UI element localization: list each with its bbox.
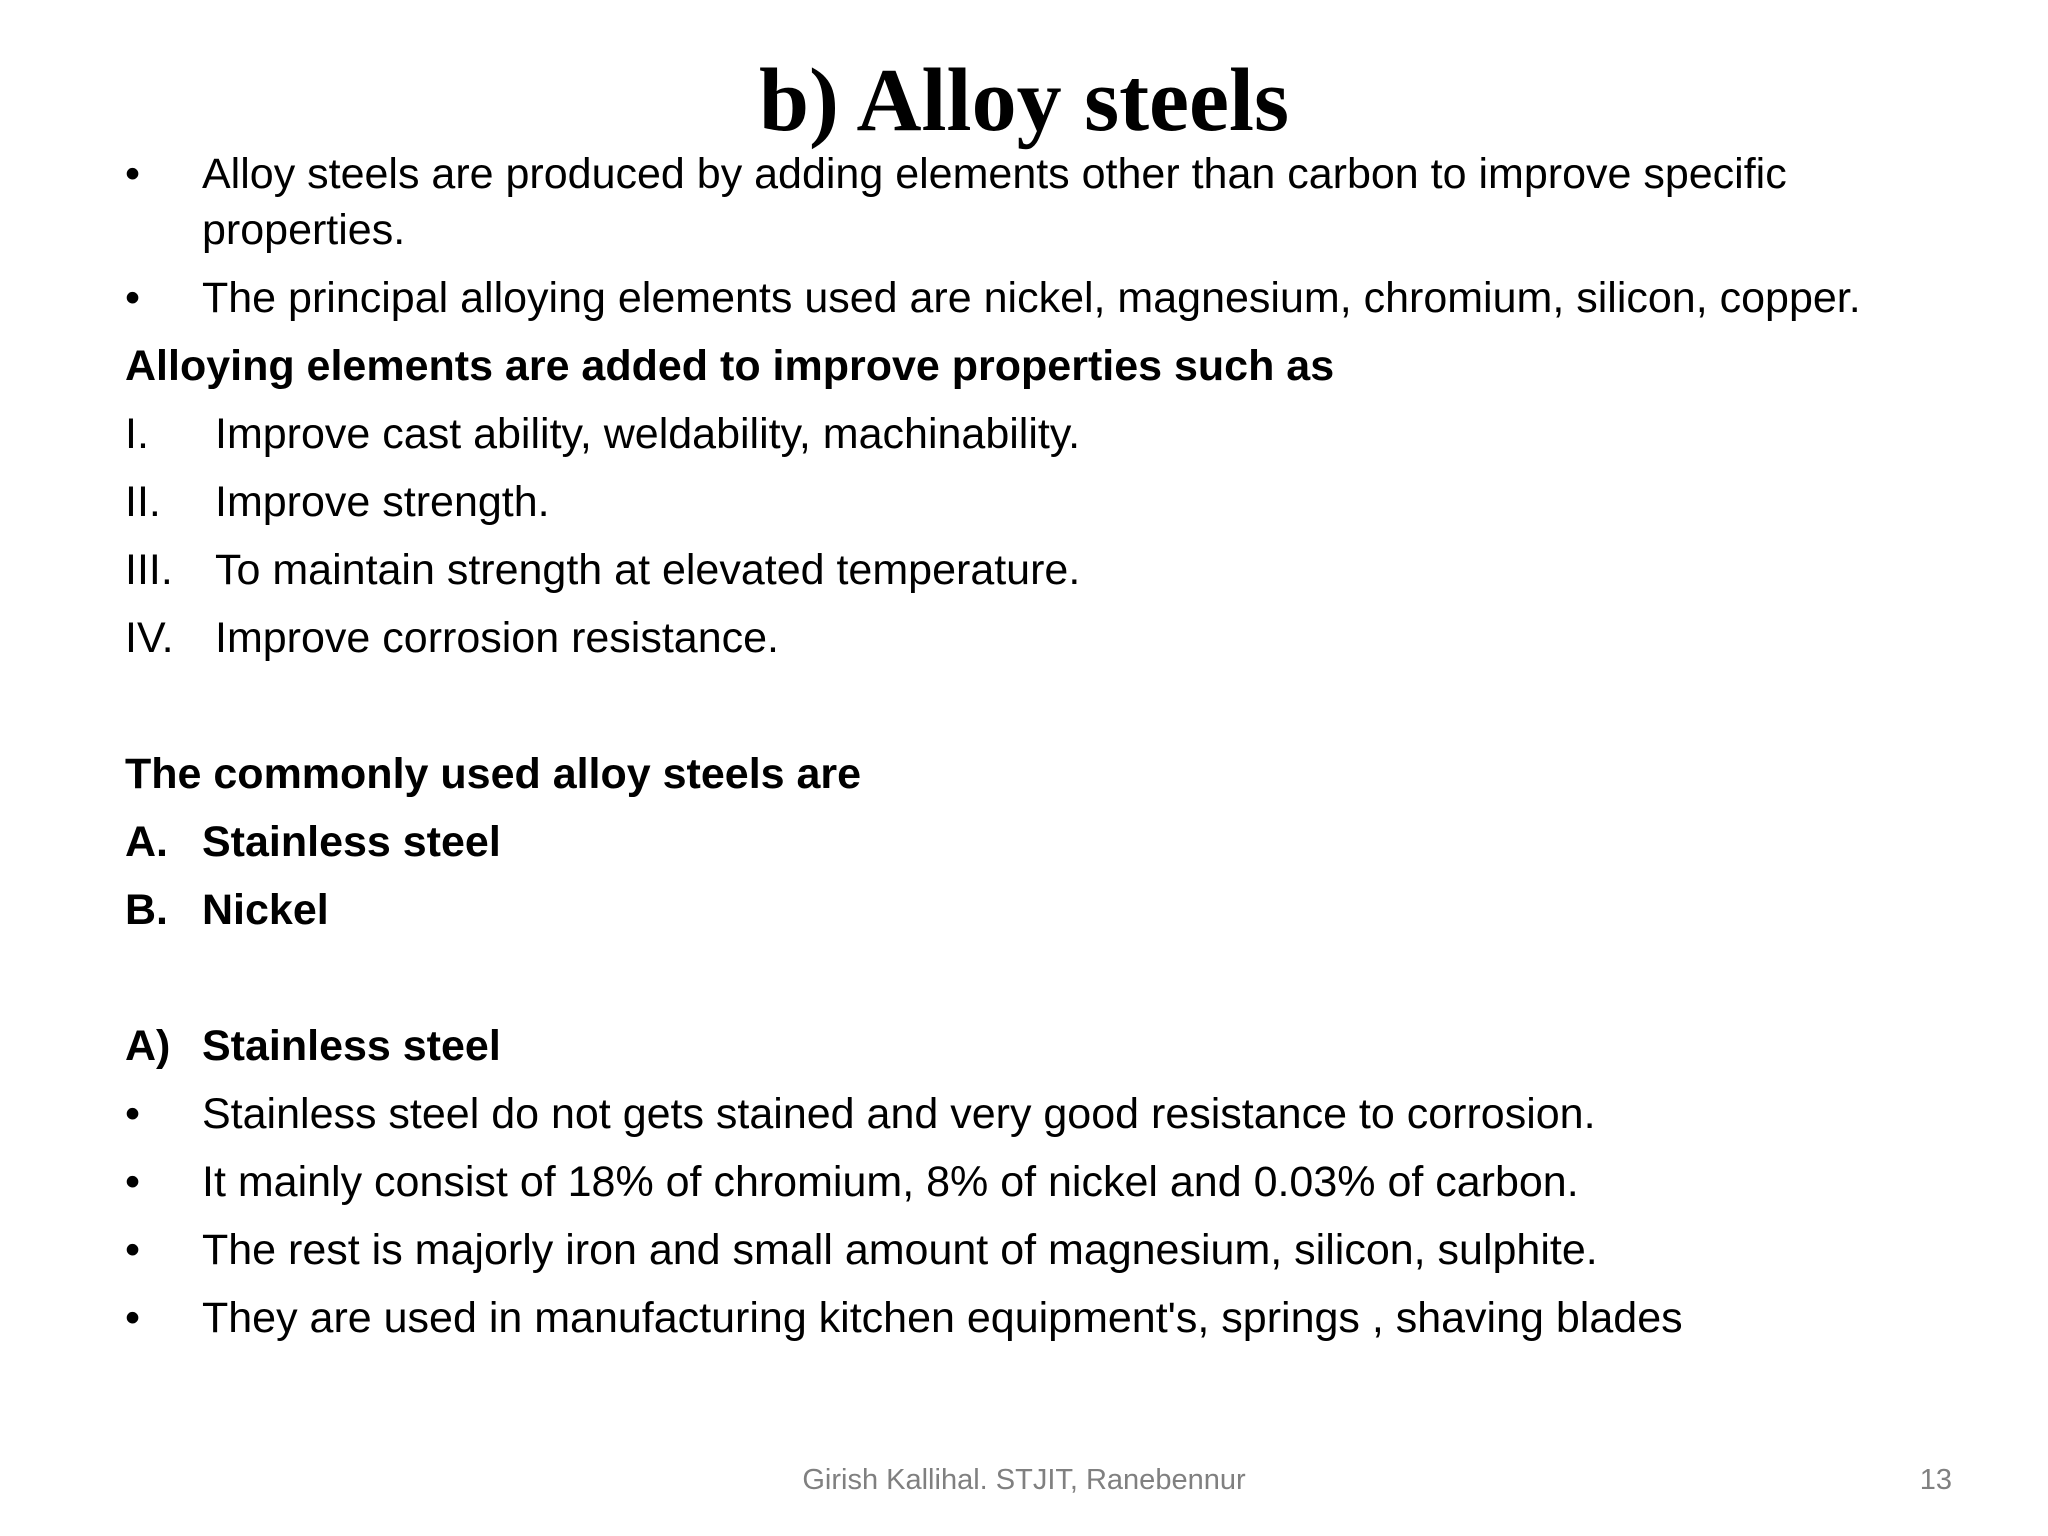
- bullet-icon: •: [125, 1158, 141, 1206]
- section-heading: [125, 1018, 1925, 1074]
- bullet-icon: •: [125, 274, 141, 322]
- letter-marker: A.: [125, 818, 168, 866]
- list-item: [125, 270, 1925, 326]
- list-item: [125, 146, 1925, 258]
- intro-bullet-2: The principal alloying elements used are nickel, magnesium, chromium, silicon, copper.: [202, 274, 1861, 322]
- section-bullet-2: It mainly consist of 18% of chromium, 8% of nickel and 0.03% of carbon.: [202, 1158, 1579, 1206]
- property-text: To maintain strength at elevated temperature.: [215, 546, 1081, 594]
- slide-title: b) Alloy steels: [759, 51, 1289, 150]
- property-text: Improve corrosion resistance.: [215, 614, 779, 662]
- list-item: [125, 406, 1925, 462]
- list-item: [125, 1290, 1925, 1346]
- list-item: [125, 814, 1925, 870]
- slide-footer: Girish Kallihal. STJIT, Ranebennur: [802, 1464, 1246, 1496]
- section-bullet-3: The rest is majorly iron and small amount of magnesium, silicon, sulphite.: [202, 1226, 1598, 1274]
- types-heading: The commonly used alloy steels are: [125, 750, 862, 798]
- intro-bullet-1: Alloy steels are produced by adding elements other than carbon to improve specific properties.: [202, 150, 1787, 254]
- roman-numeral: IV.: [125, 614, 174, 662]
- slide-content: [125, 146, 1925, 1346]
- type-text: Stainless steel: [202, 818, 501, 866]
- type-text: Nickel: [202, 886, 329, 934]
- properties-heading: Alloying elements are added to improve properties such as: [125, 342, 1335, 390]
- list-item: [125, 474, 1925, 530]
- list-item: [125, 1154, 1925, 1210]
- list-item: [125, 542, 1925, 598]
- list-item: [125, 1086, 1925, 1142]
- bullet-icon: •: [125, 150, 141, 198]
- bullet-icon: •: [125, 1226, 141, 1274]
- list-item: [125, 610, 1925, 666]
- letter-marker: B.: [125, 886, 168, 934]
- list-item: [125, 1222, 1925, 1278]
- bullet-icon: •: [125, 1090, 141, 1138]
- list-item: [125, 882, 1925, 938]
- page-number: 13: [1919, 1464, 1952, 1496]
- property-text: Improve cast ability, weldability, machinability.: [215, 410, 1081, 458]
- section-title: Stainless steel: [202, 1022, 501, 1070]
- section-marker: A): [125, 1022, 171, 1070]
- section-bullet-1: Stainless steel do not gets stained and very good resistance to corrosion.: [202, 1090, 1596, 1138]
- section-bullet-4: They are used in manufacturing kitchen equipment's, springs , shaving blades: [202, 1294, 1683, 1342]
- roman-numeral: II.: [125, 478, 161, 526]
- roman-numeral: I.: [125, 410, 149, 458]
- roman-numeral: III.: [125, 546, 173, 594]
- property-text: Improve strength.: [215, 478, 550, 526]
- bullet-icon: •: [125, 1294, 141, 1342]
